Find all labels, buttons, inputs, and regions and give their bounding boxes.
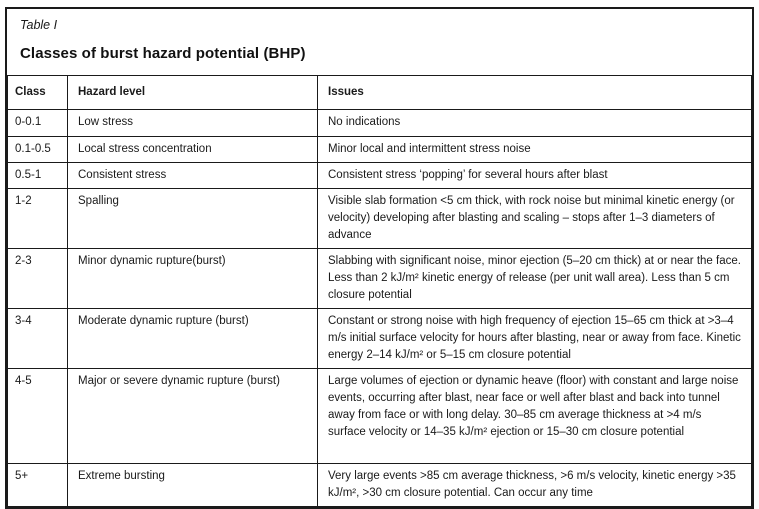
header-row bbox=[8, 76, 752, 110]
table-row bbox=[8, 110, 752, 137]
class-cell: 0.5-1 bbox=[8, 163, 68, 189]
hazard-cell: Minor dynamic rupture(burst) bbox=[68, 249, 318, 309]
table-title: Classes of burst hazard potential (BHP) bbox=[20, 45, 306, 62]
issues-cell: No indications bbox=[318, 110, 752, 137]
issues-cell: Very large events >85 cm average thickness, >6 m/s velocity, kinetic energy >35 kJ/m², >30 cm closure potential. Can occur any time bbox=[318, 464, 752, 507]
table-row bbox=[8, 163, 752, 189]
class-cell: 1-2 bbox=[8, 189, 68, 249]
bhp-table bbox=[7, 75, 752, 507]
table-row bbox=[8, 249, 752, 309]
table-body bbox=[8, 110, 752, 507]
table-row bbox=[8, 137, 752, 163]
issues-cell: Large volumes of ejection or dynamic heave (floor) with constant and large noise events, occurring after blast, near face or well after blast and back into tunnel away from face or with long delay. 30–85 cm average thickness at >4 m/s surface velocity or 14–35 kJ/m² ejection or 15–30 cm closure potential bbox=[318, 369, 752, 464]
table-label: Table I bbox=[20, 18, 58, 32]
issues-cell: Minor local and intermittent stress noise bbox=[318, 137, 752, 163]
class-cell: 4-5 bbox=[8, 369, 68, 464]
issues-cell: Consistent stress ‘popping’ for several hours after blast bbox=[318, 163, 752, 189]
column-header-issues: Issues bbox=[318, 76, 752, 110]
issues-cell: Slabbing with significant noise, minor ejection (5–20 cm thick) at or near the face. Less than 2 kJ/m² kinetic energy of release (per unit wall area). Less than 5 cm closure potential bbox=[318, 249, 752, 309]
table-row bbox=[8, 189, 752, 249]
class-cell: 3-4 bbox=[8, 309, 68, 369]
hazard-cell: Consistent stress bbox=[68, 163, 318, 189]
issues-cell: Constant or strong noise with high frequency of ejection 15–65 cm thick at >3–4 m/s initial surface velocity for hours after blasting, near or away from face. Kinetic energy 2–14 kJ/m² or 5–15 cm closure potential bbox=[318, 309, 752, 369]
hazard-cell: Extreme bursting bbox=[68, 464, 318, 507]
column-header-class: Class bbox=[8, 76, 68, 110]
class-cell: 5+ bbox=[8, 464, 68, 507]
hazard-cell: Spalling bbox=[68, 189, 318, 249]
hazard-cell: Low stress bbox=[68, 110, 318, 137]
issues-cell: Visible slab formation <5 cm thick, with rock noise but minimal kinetic energy (or velocity) developing after blasting and scaling – stops after 1–3 diameters of advance bbox=[318, 189, 752, 249]
class-cell: 0-0.1 bbox=[8, 110, 68, 137]
hazard-cell: Local stress concentration bbox=[68, 137, 318, 163]
table-frame bbox=[5, 7, 754, 509]
table-header bbox=[8, 76, 752, 110]
class-cell: 2-3 bbox=[8, 249, 68, 309]
column-header-hazard: Hazard level bbox=[68, 76, 318, 110]
hazard-cell: Major or severe dynamic rupture (burst) bbox=[68, 369, 318, 464]
hazard-cell: Moderate dynamic rupture (burst) bbox=[68, 309, 318, 369]
table-row bbox=[8, 309, 752, 369]
table-row bbox=[8, 369, 752, 464]
table-row bbox=[8, 464, 752, 507]
class-cell: 0.1-0.5 bbox=[8, 137, 68, 163]
table-caption-block bbox=[7, 9, 752, 75]
